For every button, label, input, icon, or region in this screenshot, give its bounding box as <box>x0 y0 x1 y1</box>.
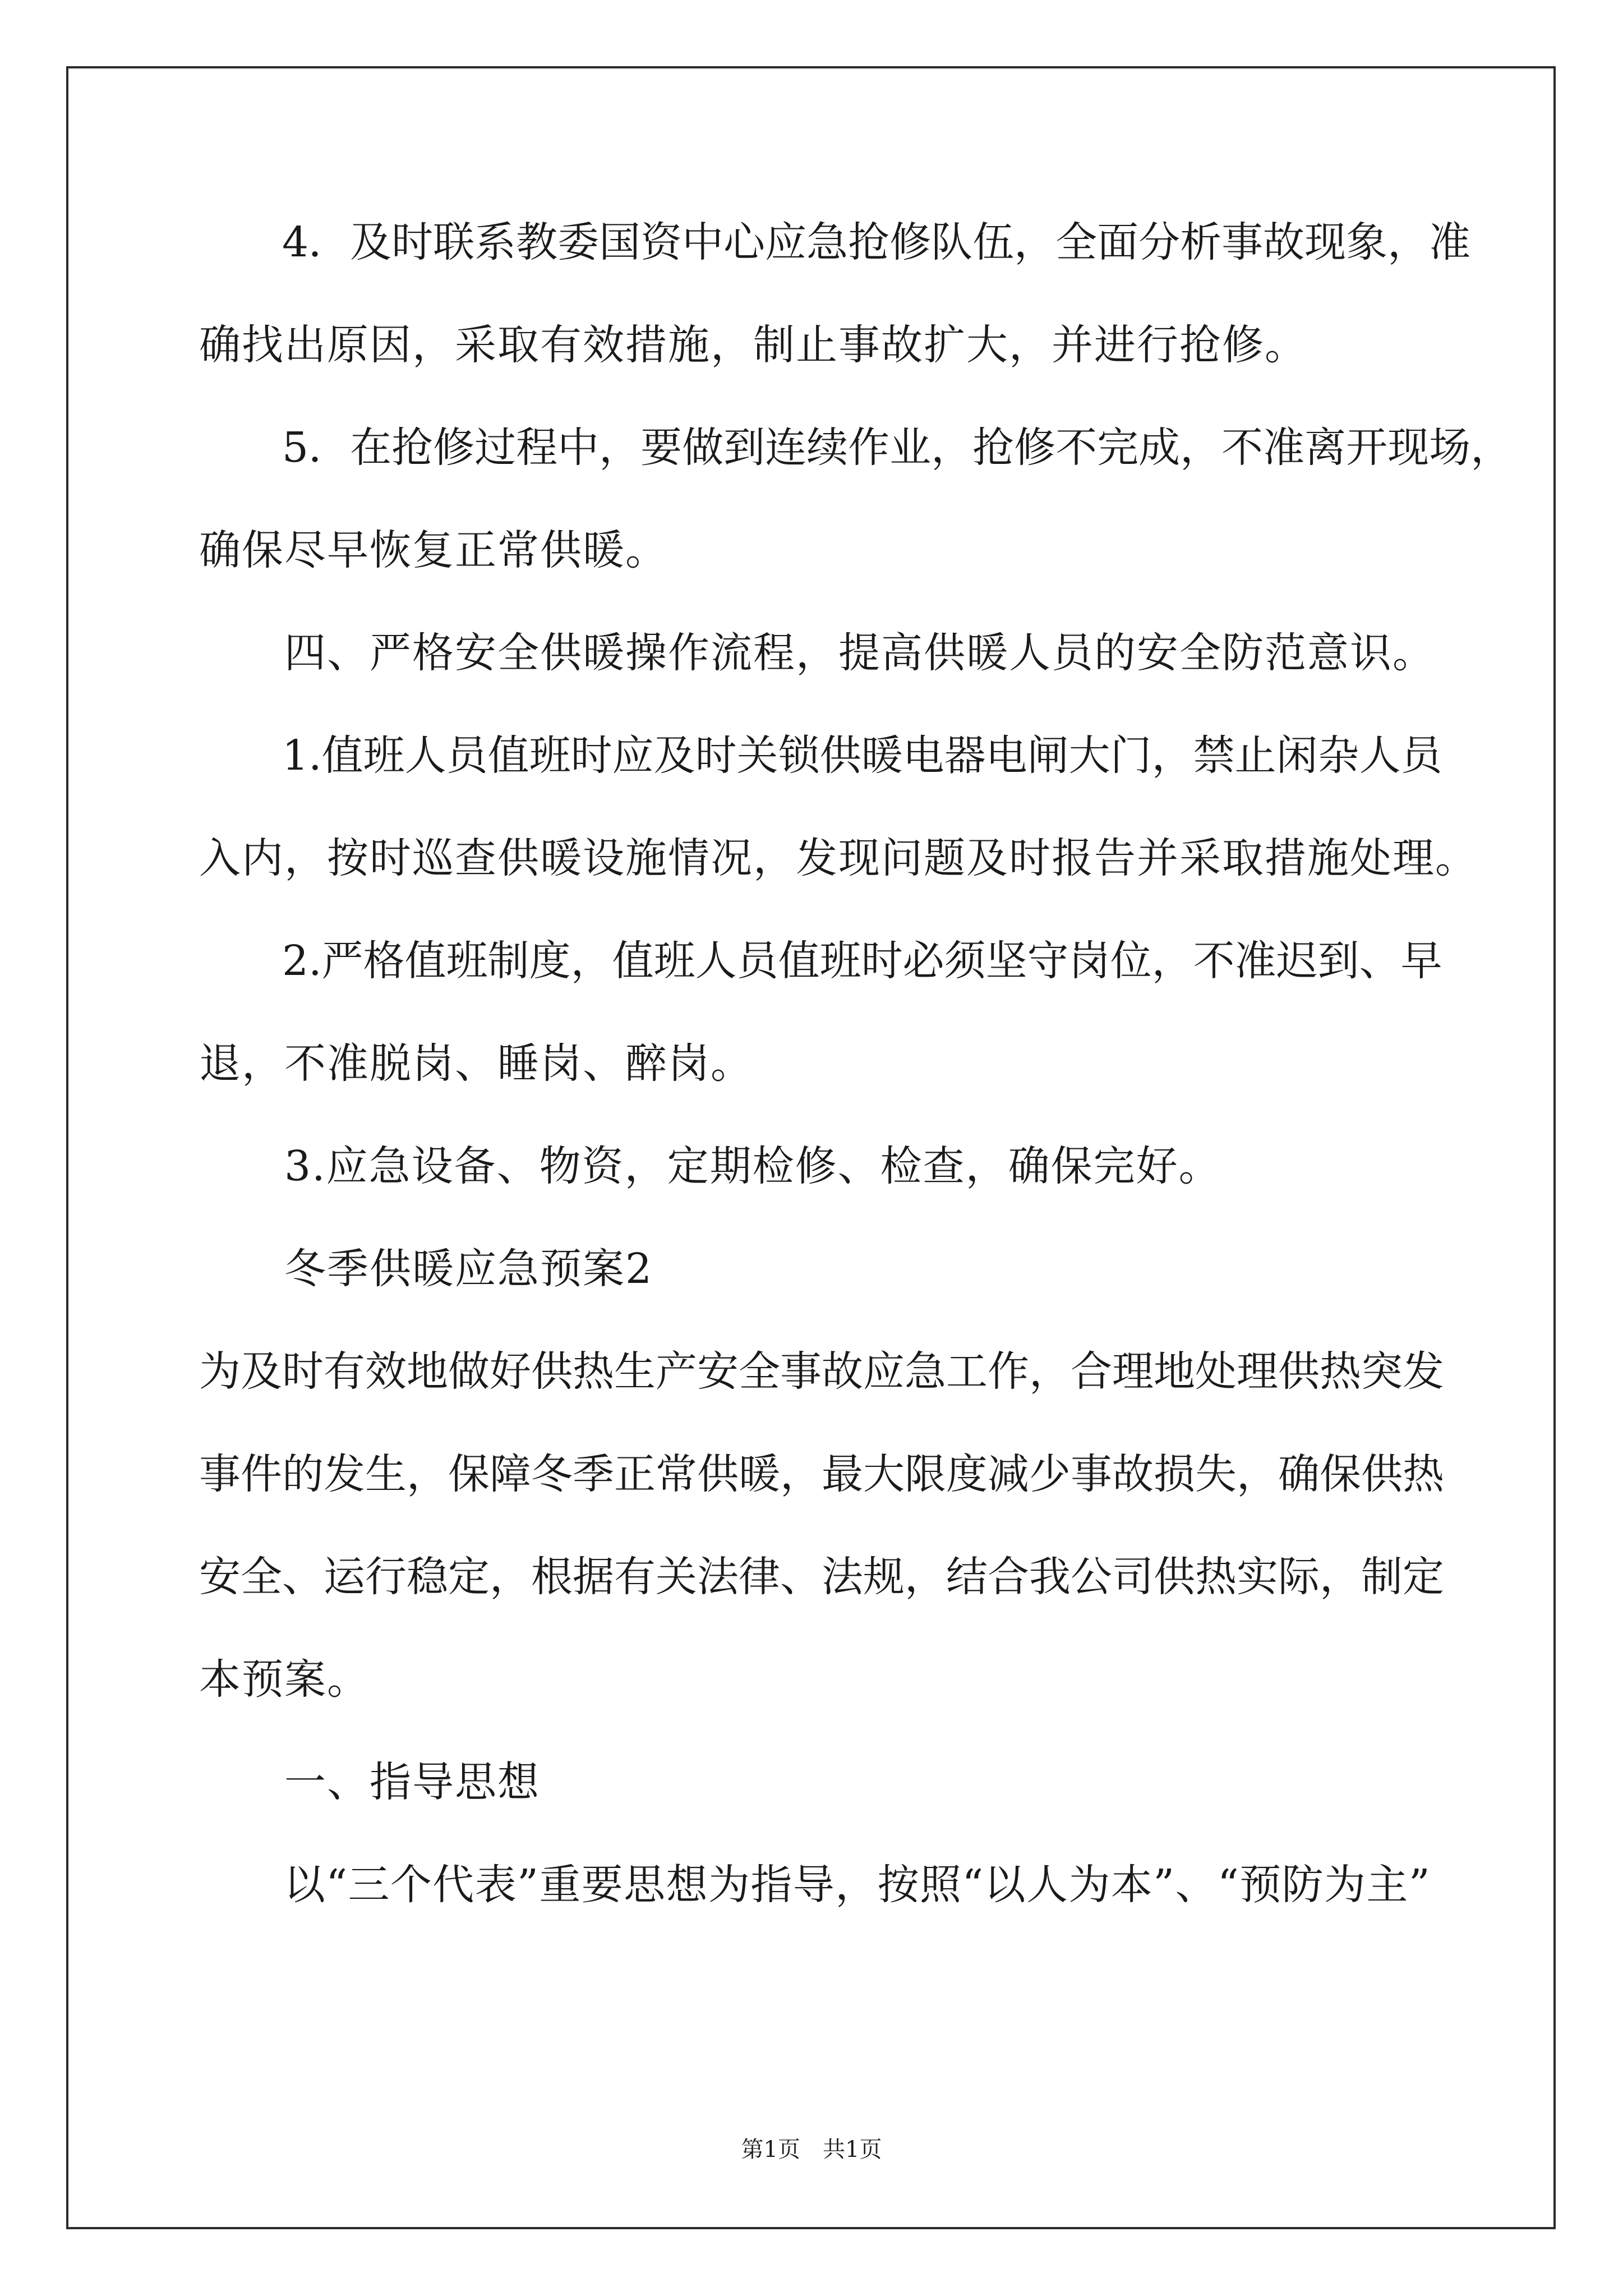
text-char: 坚 <box>985 937 1027 985</box>
text-char: 修 <box>889 218 932 266</box>
document-title: 冬季供暖应急预案2 <box>199 1245 653 1293</box>
text-char <box>199 1864 241 1906</box>
text-char: 心 <box>723 218 766 266</box>
text-char: 伍 <box>972 218 1015 266</box>
text-char: 定 <box>448 1553 490 1601</box>
text-char: 为 <box>1068 1861 1110 1909</box>
text-char: 事 <box>1221 218 1264 266</box>
text-char: 现 <box>1387 424 1430 472</box>
paragraph-line <box>199 218 1471 266</box>
text-char: 作 <box>848 424 890 472</box>
text-char: 系 <box>474 218 517 266</box>
text-char: ， <box>490 1553 531 1601</box>
text-char: 制 <box>487 937 529 985</box>
text-char: 规 <box>863 1553 905 1601</box>
text-char: 值 <box>321 731 363 780</box>
text-char: 到 <box>723 424 766 472</box>
text-char: 法 <box>822 1553 863 1601</box>
text-char: 急 <box>806 218 849 266</box>
text-char: 发 <box>1403 1347 1444 1396</box>
text-char: ， <box>1151 937 1193 985</box>
text-char: 为 <box>199 1347 241 1396</box>
text-char: 1 <box>282 731 309 780</box>
text-char: 重 <box>539 1861 581 1909</box>
text-char: 准 <box>1429 218 1471 266</box>
text-char: 限 <box>905 1450 946 1498</box>
text-char: 析 <box>1180 218 1222 266</box>
text-char: 为 <box>1324 1861 1366 1909</box>
text-char: 闲 <box>1276 731 1318 780</box>
text-char: 要 <box>581 1861 623 1909</box>
text-char: 国 <box>599 218 641 266</box>
text-char: 准 <box>1263 424 1305 472</box>
text-char: 热 <box>1403 1450 1444 1498</box>
text-char: 值 <box>778 937 820 985</box>
text-char: 应 <box>863 1347 905 1396</box>
text-char: 度 <box>946 1450 988 1498</box>
text-char: ， <box>1014 218 1056 266</box>
text-char: 供 <box>697 1450 739 1498</box>
text-char: 本 <box>1110 1861 1152 1909</box>
text-char: 程 <box>516 424 558 472</box>
text-char: 安 <box>697 1347 739 1396</box>
text-char <box>199 222 241 263</box>
text-char: 合 <box>1071 1347 1112 1396</box>
text-char: 守 <box>1027 937 1069 985</box>
text-char: 效 <box>365 1347 407 1396</box>
text-char: 门 <box>1110 731 1152 780</box>
text-char: 供 <box>531 1347 573 1396</box>
text-char: 做 <box>682 424 724 472</box>
text-char: 做 <box>448 1347 490 1396</box>
text-char: “ <box>962 1861 984 1909</box>
text-char: 不 <box>1055 424 1098 472</box>
text-char: 据 <box>573 1553 614 1601</box>
text-char: 场 <box>1429 424 1471 472</box>
text-char: 正 <box>614 1450 656 1498</box>
text-char: 保 <box>1320 1450 1361 1498</box>
text-char: 2 <box>282 937 309 985</box>
text-char: 队 <box>931 218 973 266</box>
text-char: 律 <box>739 1553 780 1601</box>
text-char: 抢 <box>391 424 434 472</box>
paragraph-line: 3.应急设备、物资，定期检修、检查，确保完好。 <box>199 1142 1221 1190</box>
text-char: ， <box>1237 1450 1278 1498</box>
text-char: “ <box>326 1861 348 1909</box>
text-char: 地 <box>407 1347 448 1396</box>
text-char: 、 <box>282 1553 324 1601</box>
text-char: 及 <box>653 731 695 780</box>
text-char: 照 <box>920 1861 961 1909</box>
text-char <box>199 427 241 468</box>
text-char: 连 <box>765 424 807 472</box>
text-char: 发 <box>324 1450 365 1498</box>
paragraph-line <box>199 731 1442 780</box>
text-char: 人 <box>1026 1861 1068 1909</box>
text-char: 电 <box>902 731 944 780</box>
text-char: ， <box>1029 1347 1071 1396</box>
paragraph-line: 本预案。 <box>199 1655 370 1704</box>
text-char: “ <box>1217 1861 1239 1909</box>
text-char: 稳 <box>407 1553 448 1601</box>
paragraph-line <box>199 1347 1444 1396</box>
text-char: 电 <box>985 731 1027 780</box>
text-char: 员 <box>446 731 488 780</box>
text-char: 合 <box>988 1553 1029 1601</box>
text-char: ， <box>905 1553 946 1601</box>
text-char: 中 <box>557 424 600 472</box>
text-char: 实 <box>1237 1553 1278 1601</box>
text-char <box>199 735 241 776</box>
text-char: 件 <box>241 1450 282 1498</box>
text-char: 理 <box>1112 1347 1154 1396</box>
text-char: 热 <box>1320 1347 1361 1396</box>
text-char: 值 <box>404 937 446 985</box>
text-char: 迟 <box>1276 937 1318 985</box>
text-char: 以 <box>984 1861 1026 1909</box>
text-char: 指 <box>750 1861 792 1909</box>
text-char: 完 <box>1097 424 1139 472</box>
text-char: 班 <box>529 731 571 780</box>
text-char: 、 <box>780 1553 822 1601</box>
text-char: 时 <box>695 731 737 780</box>
text-char: 热 <box>1195 1553 1237 1601</box>
text-char: 要 <box>640 424 683 472</box>
text-char: 保 <box>448 1450 490 1498</box>
text-char: 度 <box>529 937 571 985</box>
text-char: 以 <box>283 1861 325 1909</box>
text-char: ， <box>599 424 641 472</box>
text-char: 现 <box>1304 218 1347 266</box>
text-char: 故 <box>1263 218 1305 266</box>
text-char: 修 <box>433 424 475 472</box>
text-char: 应 <box>765 218 807 266</box>
paragraph-line: 确保尽早恢复正常供暖。 <box>199 526 668 574</box>
text-char: 及 <box>350 218 392 266</box>
text-char: 季 <box>573 1450 614 1498</box>
text-char: 员 <box>1400 731 1442 780</box>
text-char: 象 <box>1346 218 1388 266</box>
text-char: 中 <box>682 218 724 266</box>
text-char: 全 <box>739 1347 780 1396</box>
text-char: ， <box>570 937 612 985</box>
text-char: 制 <box>1361 1553 1403 1601</box>
text-char: 资 <box>640 218 683 266</box>
text-char: ” <box>517 1861 538 1909</box>
text-char <box>199 940 241 982</box>
text-char: 主 <box>1366 1861 1408 1909</box>
text-char: 4 <box>282 218 309 266</box>
text-char: 常 <box>656 1450 697 1498</box>
text-char: 人 <box>1359 731 1401 780</box>
text-char: 大 <box>863 1450 905 1498</box>
text-char: ． <box>308 424 351 472</box>
text-char: 故 <box>1112 1450 1154 1498</box>
text-char: 三 <box>348 1861 390 1909</box>
text-char: 产 <box>656 1347 697 1396</box>
text-char: 大 <box>1068 731 1110 780</box>
text-char: 预 <box>1239 1861 1281 1909</box>
text-char: 须 <box>944 937 986 985</box>
text-char: 业 <box>889 424 932 472</box>
text-char: 时 <box>282 1347 324 1396</box>
text-char: 供 <box>1278 1347 1320 1396</box>
paragraph-line <box>199 1450 1444 1498</box>
text-char: ” <box>1408 1861 1430 1909</box>
text-char: 法 <box>697 1553 739 1601</box>
paragraph-line <box>199 937 1442 985</box>
paragraph-line <box>199 1553 1444 1601</box>
paragraph-line: 退，不准脱岗、睡岗、醉岗。 <box>199 1039 753 1088</box>
text-char <box>241 222 282 263</box>
text-char: 表 <box>474 1861 517 1909</box>
text-char: 事 <box>1071 1450 1112 1498</box>
text-char: 个 <box>390 1861 432 1909</box>
text-char: 应 <box>612 731 654 780</box>
text-char: 防 <box>1281 1861 1324 1909</box>
text-char: 早 <box>1400 937 1442 985</box>
text-char: 人 <box>404 731 446 780</box>
text-char: 时 <box>570 731 612 780</box>
text-char: 作 <box>988 1347 1029 1396</box>
text-char: 岗 <box>1068 937 1110 985</box>
text-char: 全 <box>241 1553 282 1601</box>
text-char: 班 <box>363 731 405 780</box>
text-char: 安 <box>199 1553 241 1601</box>
text-char: . <box>308 937 322 985</box>
text-char: ， <box>1470 424 1513 472</box>
text-char: 工 <box>946 1347 988 1396</box>
text-char: ” <box>1153 1861 1175 1909</box>
text-char: 必 <box>902 937 944 985</box>
text-char: 开 <box>1346 424 1388 472</box>
text-char: 暖 <box>739 1450 780 1498</box>
text-char: 处 <box>1195 1347 1237 1396</box>
text-char: 想 <box>666 1861 708 1909</box>
paragraph-line <box>199 424 1513 472</box>
text-char: 到 <box>1317 937 1359 985</box>
text-char: 运 <box>324 1553 365 1601</box>
text-char: ， <box>835 1861 877 1909</box>
text-char: 5 <box>282 424 309 472</box>
text-char: 格 <box>363 937 405 985</box>
text-char: 有 <box>614 1553 656 1601</box>
text-char: 按 <box>877 1861 919 1909</box>
text-char: 减 <box>988 1450 1029 1498</box>
page-footer: 第1页 共1页 <box>741 2137 882 2162</box>
text-char: ， <box>780 1450 822 1498</box>
text-char: 联 <box>433 218 475 266</box>
text-char: 确 <box>1278 1450 1320 1498</box>
text-char: 代 <box>432 1861 474 1909</box>
text-char: 分 <box>1138 218 1181 266</box>
text-char: 离 <box>1304 424 1347 472</box>
text-char: 闸 <box>1027 731 1069 780</box>
text-char: 禁 <box>1193 731 1235 780</box>
text-char: 不 <box>1193 937 1235 985</box>
text-char: 关 <box>736 731 778 780</box>
text-char: 司 <box>1112 1553 1154 1601</box>
text-char <box>241 427 282 468</box>
text-char: 结 <box>946 1553 988 1601</box>
text-char: ， <box>1180 424 1222 472</box>
text-char: 生 <box>365 1450 407 1498</box>
text-char: 过 <box>474 424 517 472</box>
text-char: 事 <box>780 1347 822 1396</box>
paragraph-line <box>199 1861 1430 1909</box>
text-char: 地 <box>1154 1347 1195 1396</box>
text-char: 时 <box>391 218 434 266</box>
text-char: 教 <box>516 218 558 266</box>
text-char: . <box>308 731 322 780</box>
text-char: 我 <box>1029 1553 1071 1601</box>
text-char: 时 <box>861 937 903 985</box>
text-char: 在 <box>350 424 392 472</box>
text-char: 暖 <box>861 731 903 780</box>
section-heading: 一、指导思想 <box>199 1758 540 1806</box>
text-char: 最 <box>822 1450 863 1498</box>
text-char: 供 <box>1154 1553 1195 1601</box>
text-char: 不 <box>1221 424 1264 472</box>
text-char: 值 <box>487 731 529 780</box>
text-char: 理 <box>1237 1347 1278 1396</box>
text-char: 班 <box>819 937 861 985</box>
text-char: 员 <box>736 937 778 985</box>
text-char: 失 <box>1195 1450 1237 1498</box>
text-char: 器 <box>944 731 986 780</box>
text-char: 导 <box>792 1861 834 1909</box>
text-char: ， <box>1387 218 1430 266</box>
text-char: ， <box>931 424 973 472</box>
text-char: ， <box>407 1450 448 1498</box>
text-char <box>241 735 282 776</box>
text-char: 杂 <box>1317 731 1359 780</box>
text-char: 故 <box>822 1347 863 1396</box>
text-char: 损 <box>1154 1450 1195 1498</box>
text-char: 好 <box>490 1347 531 1396</box>
text-char: 行 <box>365 1553 407 1601</box>
text-char: 障 <box>490 1450 531 1498</box>
text-char: 的 <box>282 1450 324 1498</box>
text-char: 人 <box>695 937 737 985</box>
text-char: 为 <box>708 1861 750 1909</box>
text-char: 严 <box>321 937 363 985</box>
text-char: 抢 <box>972 424 1015 472</box>
text-char <box>241 940 282 982</box>
paragraph-line: 确找出原因，采取有效措施，制止事故扩大，并进行抢修。 <box>199 321 1307 369</box>
text-char: 、 <box>1359 937 1401 985</box>
text-char: 抢 <box>848 218 890 266</box>
text-char: 班 <box>653 937 695 985</box>
text-char: 事 <box>199 1450 241 1498</box>
text-char: ． <box>308 218 351 266</box>
text-char: 突 <box>1361 1347 1403 1396</box>
text-char: 止 <box>1234 731 1276 780</box>
text-char: 修 <box>1014 424 1056 472</box>
text-char: 委 <box>557 218 600 266</box>
text-char: 有 <box>324 1347 365 1396</box>
section-heading: 四、严格安全供暖操作流程，提高供暖人员的安全防范意识。 <box>199 629 1435 677</box>
text-char: 、 <box>1175 1861 1217 1909</box>
paragraph-line: 入内，按时巡查供暖设施情况，发现问题及时报告并采取措施处理。 <box>199 834 1478 882</box>
text-char: 定 <box>1403 1553 1444 1601</box>
text-char: 急 <box>905 1347 946 1396</box>
text-char: 供 <box>1361 1450 1403 1498</box>
text-char: 成 <box>1138 424 1181 472</box>
text-char: 及 <box>241 1347 282 1396</box>
text-char: 班 <box>446 937 488 985</box>
text-char: 思 <box>624 1861 666 1909</box>
text-char: 关 <box>656 1553 697 1601</box>
text-char: 供 <box>819 731 861 780</box>
text-char: ， <box>1151 731 1193 780</box>
text-char: ， <box>1320 1553 1361 1601</box>
text-char: 续 <box>806 424 849 472</box>
text-char: 根 <box>531 1553 573 1601</box>
text-char: 少 <box>1029 1450 1071 1498</box>
text-char: 公 <box>1071 1553 1112 1601</box>
text-char: 锁 <box>778 731 820 780</box>
text-char: 生 <box>614 1347 656 1396</box>
text-char: 冬 <box>531 1450 573 1498</box>
text-char: 际 <box>1278 1553 1320 1601</box>
text-char: 热 <box>573 1347 614 1396</box>
text-char: 面 <box>1097 218 1139 266</box>
text-char: 值 <box>612 937 654 985</box>
text-char: 全 <box>1055 218 1098 266</box>
text-char <box>241 1864 283 1906</box>
text-char: 准 <box>1234 937 1276 985</box>
text-char: 位 <box>1110 937 1152 985</box>
